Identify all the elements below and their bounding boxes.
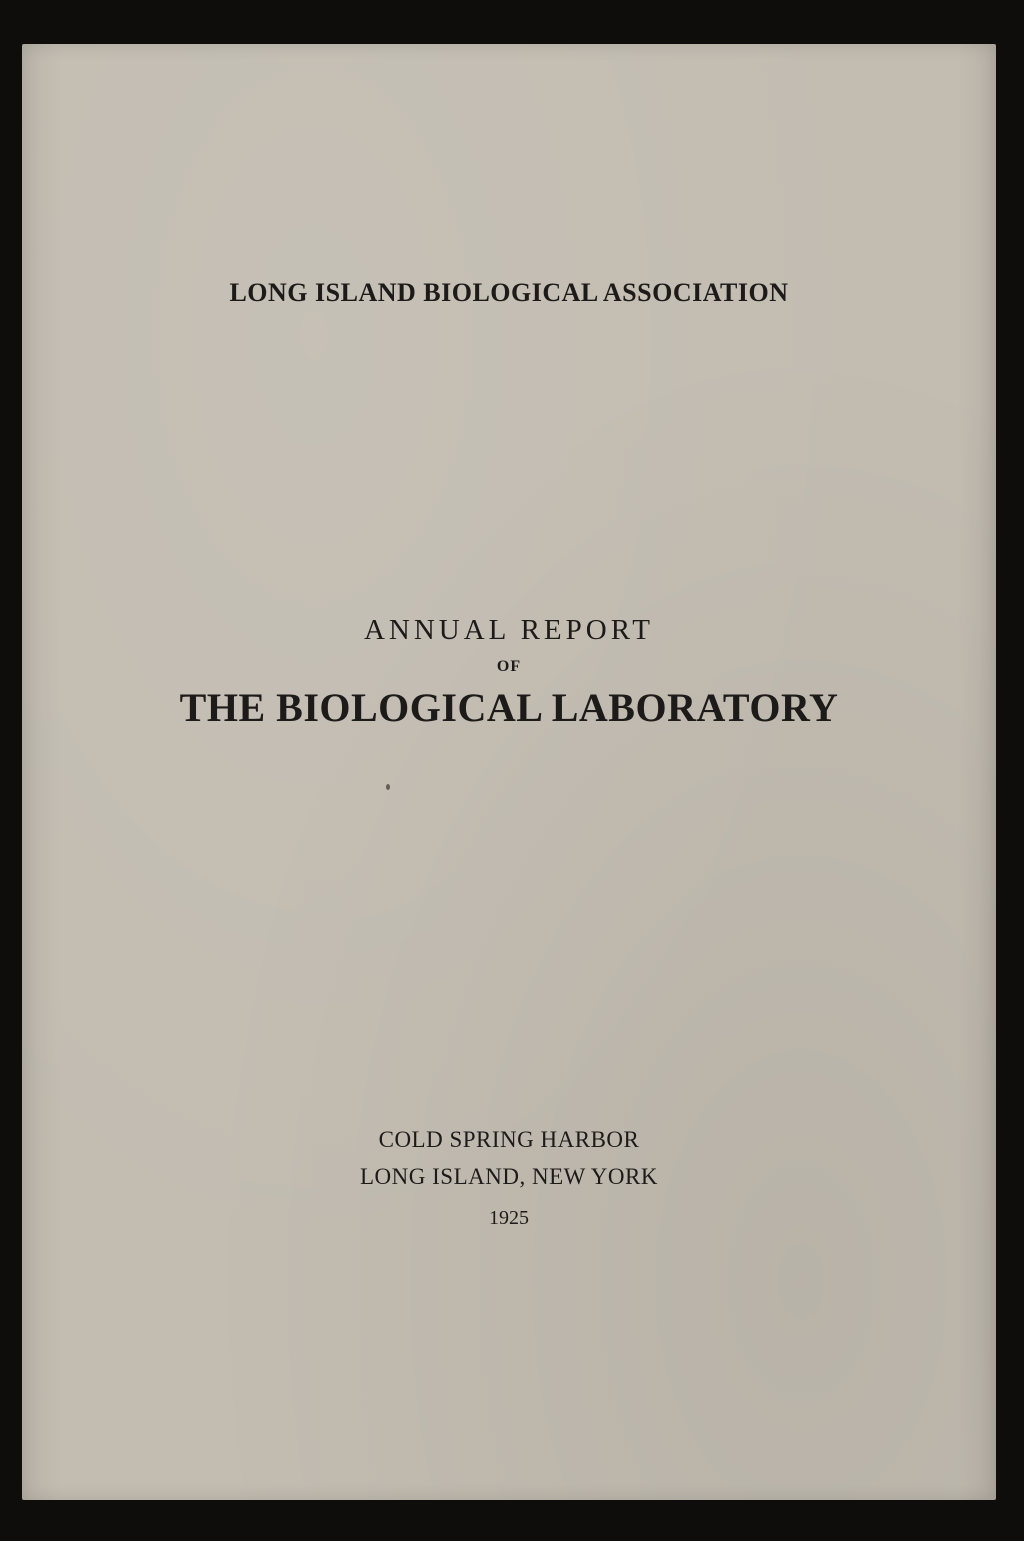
publication-year: 1925: [489, 1207, 529, 1229]
association-name: LONG ISLAND BIOLOGICAL ASSOCIATION: [229, 278, 789, 307]
location-line-2: LONG ISLAND, NEW YORK: [360, 1164, 658, 1189]
of-label: OF: [496, 658, 522, 675]
report-label: ANNUAL REPORT: [363, 614, 655, 646]
location-line-1: COLD SPRING HARBOR: [378, 1127, 640, 1152]
report-cover: [22, 44, 996, 1500]
ink-speck: [386, 784, 390, 790]
laboratory-title: THE BIOLOGICAL LABORATORY: [179, 685, 839, 730]
